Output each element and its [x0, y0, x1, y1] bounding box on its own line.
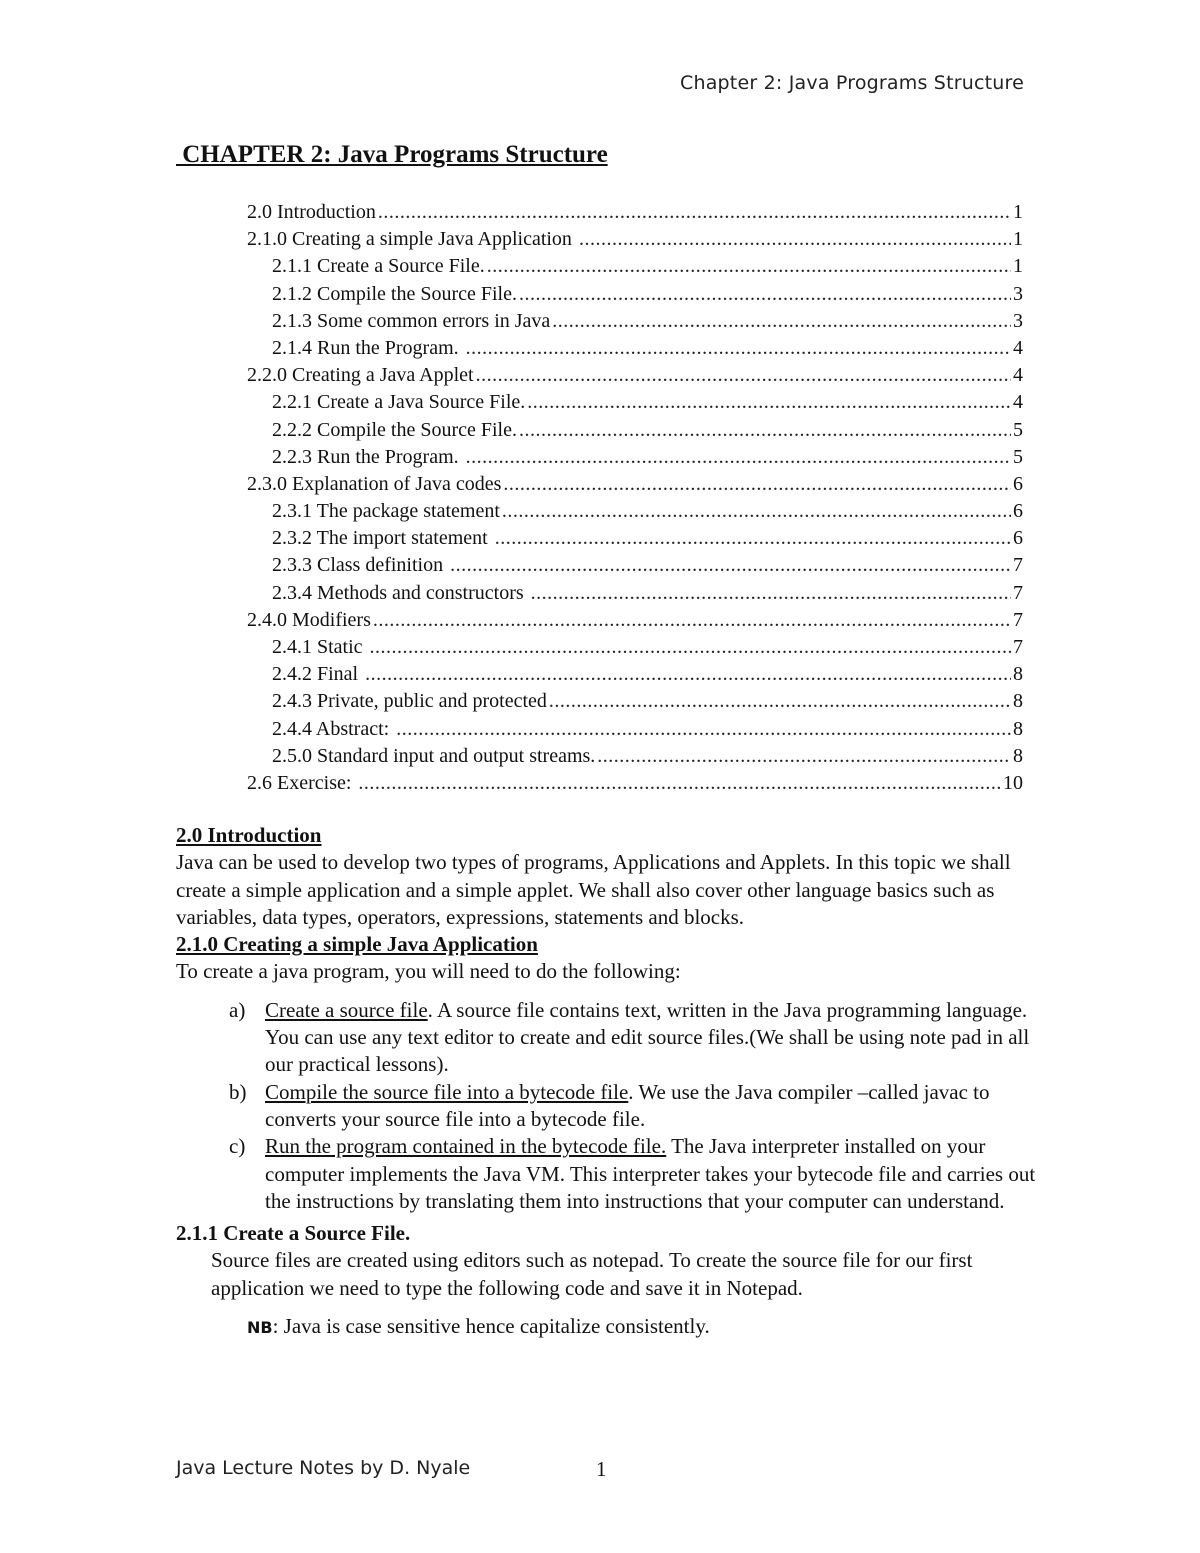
toc-leader-dots	[466, 335, 1011, 362]
toc-entry[interactable]	[247, 199, 1023, 226]
toc-entry[interactable]	[247, 471, 1023, 498]
toc-leader-dots	[552, 308, 1011, 335]
toc-leader-dots	[531, 580, 1011, 607]
toc-entry-page: 1	[1013, 255, 1023, 278]
toc-entry-title: 2.1.2 Compile the Source File.	[272, 282, 517, 305]
step-text: . We use the Java compiler –called javac to converts your source file into a bytecode file.	[265, 1079, 990, 1131]
toc-entry[interactable]	[247, 634, 1023, 661]
toc-entry-page: 6	[1013, 500, 1023, 523]
toc-entry-title: 2.4.1 Static	[272, 636, 368, 658]
toc-leader-dots	[370, 634, 1011, 661]
toc-entry-title: 2.1.0 Creating a simple Java Application	[247, 228, 577, 251]
toc-leader-dots	[503, 471, 1011, 498]
main-content	[176, 822, 1036, 1341]
running-header: Chapter 2: Java Programs Structure	[680, 72, 1024, 94]
list-item	[176, 997, 1036, 1079]
toc-leader-dots	[466, 444, 1011, 471]
toc-entry-title: 2.4.3 Private, public and protected	[272, 690, 547, 713]
footer-author: Java Lecture Notes by D. Nyale	[176, 1457, 471, 1479]
toc-leader-dots	[450, 552, 1011, 579]
note-text: : Java is case sensitive hence capitalize consistently.	[272, 1314, 710, 1339]
toc-entry-title: 2.0 Introduction	[247, 201, 376, 223]
toc-entry[interactable]	[247, 688, 1023, 715]
toc-entry-page: 7	[1013, 581, 1023, 604]
toc-entry-page: 7	[1013, 636, 1023, 658]
toc-entry-page: 6	[1013, 472, 1023, 495]
toc-entry[interactable]	[247, 281, 1023, 308]
toc-entry-title: 2.3.1 The package statement	[272, 500, 500, 523]
toc-entry-page: 7	[1013, 554, 1023, 577]
toc-entry-page: 5	[1013, 418, 1023, 441]
toc-entry[interactable]	[247, 362, 1023, 389]
step-text: The Java interpreter installed on your computer implements the Java VM. This interpreter takes your bytecode file and carries out the instructions by translating them into instructions that your computer can understand.	[265, 1134, 1036, 1213]
toc-entry-title: 2.3.2 The import statement	[272, 527, 493, 550]
toc-leader-dots	[495, 525, 1011, 552]
toc-leader-dots	[358, 770, 1001, 797]
toc-leader-dots	[365, 661, 1011, 688]
toc-leader-dots	[597, 743, 1011, 770]
toc-entry-title: 2.2.0 Creating a Java Applet	[247, 364, 474, 387]
toc-entry-title: 2.1.1 Create a Source File.	[272, 255, 485, 278]
toc-entry[interactable]	[247, 770, 1023, 797]
toc-entry-page: 3	[1013, 309, 1023, 332]
list-marker: b)	[229, 1079, 247, 1104]
toc-entry-title: 2.3.3 Class definition	[272, 554, 449, 577]
toc-entry-page: 5	[1013, 445, 1023, 468]
toc-leader-dots	[519, 281, 1011, 308]
toc-entry[interactable]	[247, 580, 1023, 607]
toc-entry-title: 2.4.2 Final	[272, 663, 364, 686]
toc-entry[interactable]	[247, 498, 1023, 525]
list-item	[176, 1133, 1036, 1215]
toc-entry-page: 6	[1013, 527, 1023, 550]
step-title: Run the program contained in the bytecode file.	[265, 1134, 667, 1159]
section-heading-create-source-file: 2.1.1 Create a Source File.	[176, 1221, 411, 1246]
toc-entry-title: 2.4.4 Abstract:	[272, 717, 395, 740]
toc-entry-page: 4	[1013, 364, 1023, 387]
chapter-title: CHAPTER 2: Java Programs Structure	[176, 141, 608, 168]
list-marker: a)	[229, 997, 246, 1022]
toc-entry-page: 7	[1013, 608, 1023, 631]
toc-leader-dots	[502, 498, 1011, 525]
toc-entry-title: 2.4.0 Modifiers	[247, 608, 371, 631]
toc-entry-page: 8	[1013, 663, 1023, 686]
toc-leader-dots	[579, 226, 1011, 253]
toc-entry-title: 2.3.0 Explanation of Java codes	[247, 472, 502, 495]
note-label: NB	[247, 1318, 273, 1338]
toc-entry[interactable]	[247, 743, 1023, 770]
toc-entry-page: 8	[1013, 717, 1023, 740]
toc-entry[interactable]	[247, 226, 1023, 253]
toc-leader-dots	[378, 199, 1011, 226]
toc-entry-title: 2.2.3 Run the Program.	[272, 445, 464, 468]
step-title: Compile the source file into a bytecode file	[265, 1079, 629, 1104]
toc-entry-page: 8	[1013, 744, 1023, 767]
toc-entry[interactable]	[247, 661, 1023, 688]
toc-entry-title: 2.6 Exercise:	[247, 771, 357, 794]
list-marker: c)	[229, 1134, 246, 1159]
creating-application-lead: To create a java program, you will need to do the following:	[176, 959, 681, 984]
section-heading-creating-application: 2.1.0 Creating a simple Java Application	[176, 932, 538, 957]
toc-entry[interactable]	[247, 552, 1023, 579]
toc-leader-dots	[487, 253, 1011, 280]
toc-entry[interactable]	[247, 253, 1023, 280]
toc-entry[interactable]	[247, 444, 1023, 471]
introduction-paragraph: Java can be used to develop two types of programs, Applications and Applets. In this topic we shall create a simple application and a simple applet. We shall also cover other language basics such as variables, data types, operators, expressions, statements and blocks.	[176, 850, 1011, 929]
note	[247, 1313, 1036, 1341]
create-source-paragraph: Source files are created using editors such as notepad. To create the source file for our first application we need to type the following code and save it in Notepad.	[211, 1248, 973, 1300]
toc-entry-page: 8	[1013, 690, 1023, 713]
toc-entry-title: 2.5.0 Standard input and output streams.	[272, 744, 596, 767]
toc-entry[interactable]	[247, 389, 1023, 416]
toc-entry-page: 1	[1013, 228, 1023, 251]
toc-entry-page: 4	[1013, 336, 1023, 359]
toc-entry-title: 2.2.1 Create a Java Source File.	[272, 391, 526, 414]
toc-entry-page: 10	[1003, 771, 1023, 794]
list-item	[176, 1079, 1036, 1134]
toc-entry-title: 2.1.4 Run the Program.	[272, 336, 464, 359]
steps-list	[176, 997, 1036, 1215]
toc-leader-dots	[519, 417, 1011, 444]
toc-entry[interactable]	[247, 716, 1023, 743]
toc-entry-title: 2.1.3 Some common errors in Java	[272, 309, 551, 332]
toc-entry[interactable]	[247, 335, 1023, 362]
toc-entry-page: 3	[1013, 282, 1023, 305]
toc-entry[interactable]	[247, 525, 1023, 552]
step-title: Create a source file	[265, 997, 428, 1022]
step-text: . A source file contains text, written in the Java programming language. You can use any text editor to create and edit source files.(We shall be using note pad in all our practical lessons).	[265, 997, 1030, 1077]
toc-entry-page: 1	[1013, 201, 1023, 223]
toc-leader-dots	[476, 362, 1011, 389]
toc-leader-dots	[373, 607, 1011, 634]
toc-entry-title: 2.3.4 Methods and constructors	[272, 581, 529, 604]
toc-leader-dots	[527, 389, 1011, 416]
toc-leader-dots	[549, 688, 1011, 715]
table-of-contents	[247, 199, 1023, 797]
toc-leader-dots	[396, 716, 1011, 743]
toc-entry[interactable]	[247, 417, 1023, 444]
toc-entry-page: 4	[1013, 391, 1023, 414]
footer-page-number: 1	[596, 1457, 607, 1481]
section-heading-introduction: 2.0 Introduction	[176, 823, 322, 847]
toc-entry[interactable]	[247, 607, 1023, 634]
toc-entry[interactable]	[247, 308, 1023, 335]
toc-entry-title: 2.2.2 Compile the Source File.	[272, 418, 517, 441]
